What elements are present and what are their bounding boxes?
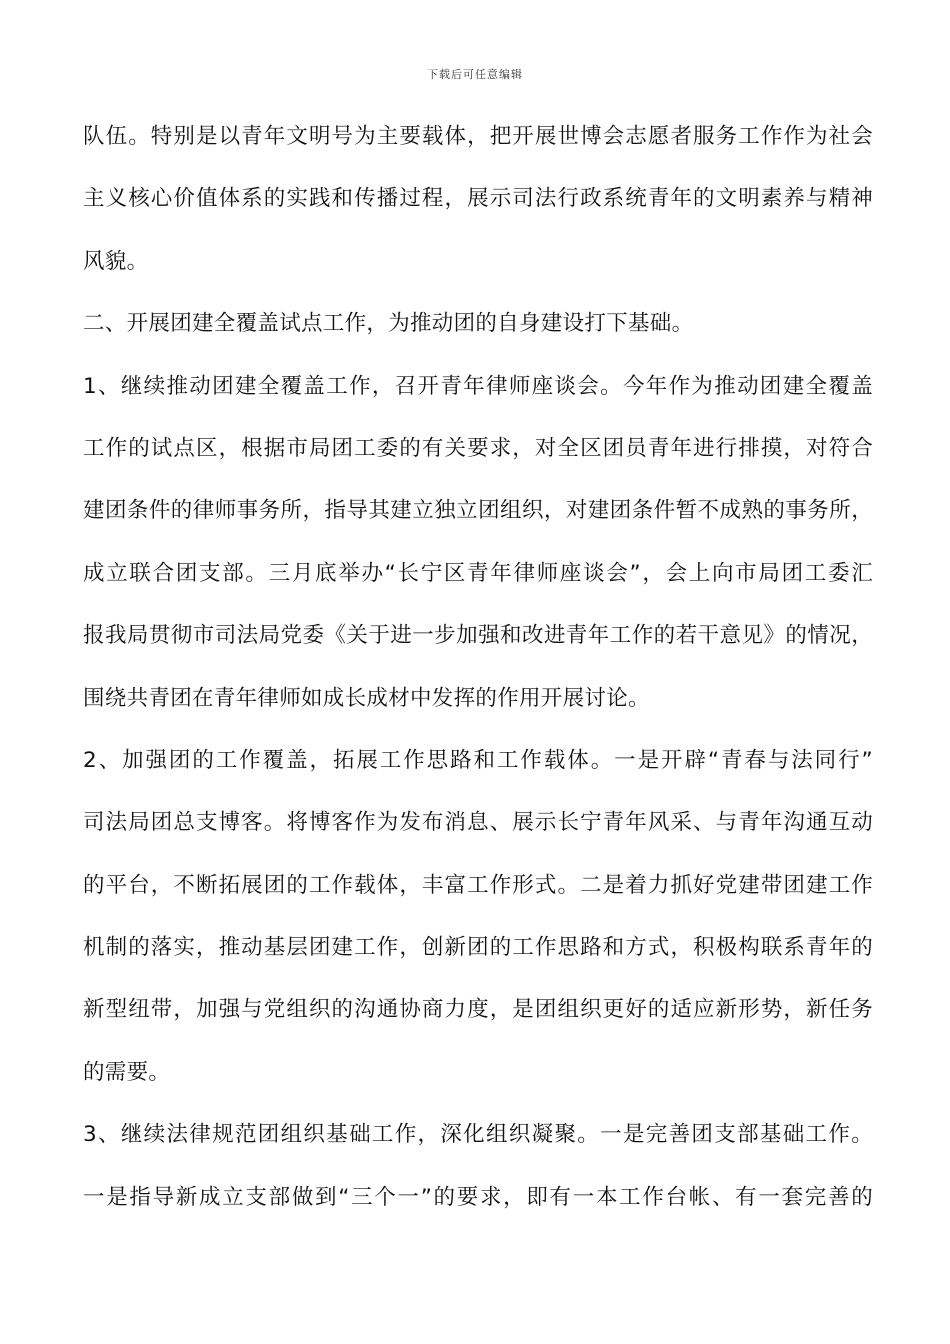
text-line: 3、继续法律规范团组织基础工作，深化组织凝聚。一是完善团支部基础工作。: [83, 1122, 873, 1148]
text-line: 1、继续推动团建全覆盖工作，召开青年律师座谈会。今年作为推动团建全覆盖: [83, 373, 873, 399]
page-header: 下载后可任意编辑: [427, 68, 523, 81]
text-line: 建团条件的律师事务所，指导其建立独立团组织，对建团条件暂不成熟的事务所，: [83, 498, 873, 524]
text-line: 工作的试点区，根据市局团工委的有关要求，对全区团员青年进行排摸，对符合: [83, 435, 873, 461]
text-line: 新型纽带，加强与党组织的沟通协商力度，是团组织更好的适应新形势，新任务: [83, 997, 873, 1023]
text-line: 主义核心价值体系的实践和传播过程，展示司法行政系统青年的文明素养与精神: [83, 186, 873, 212]
text-line: 围绕共青团在青年律师如成长成材中发挥的作用开展讨论。: [83, 685, 650, 711]
body-text: [83, 112, 873, 1235]
text-line: 成立联合团支部。三月底举办“长宁区青年律师座谈会”，会上向市局团工委汇: [83, 560, 873, 586]
text-line: 的需要。: [83, 1059, 171, 1085]
text-line: 报我局贯彻市司法局党委《关于进一步加强和改进青年工作的若干意见》的情况，: [83, 623, 873, 649]
text-line: 一是指导新成立支部做到“三个一”的要求，即有一本工作台帐、有一套完善的: [83, 1184, 873, 1210]
text-line: 司法局团总支博客。将博客作为发布消息、展示长宁青年风采、与青年沟通互动: [83, 810, 873, 836]
text-line: 2、加强团的工作覆盖，拓展工作思路和工作载体。一是开辟“青春与法同行”: [83, 747, 873, 773]
text-line: 的平台，不断拓展团的工作载体，丰富工作形式。二是着力抓好党建带团建工作: [83, 872, 873, 898]
text-line: 风貌。: [83, 248, 149, 274]
text-line: 机制的落实，推动基层团建工作，创新团的工作思路和方式，积极构联系青年的: [83, 935, 873, 961]
text-line: 队伍。特别是以青年文明号为主要载体，把开展世博会志愿者服务工作作为社会: [83, 124, 873, 149]
text-line: 二、开展团建全覆盖试点工作，为推动团的自身建设打下基础。: [83, 311, 694, 337]
